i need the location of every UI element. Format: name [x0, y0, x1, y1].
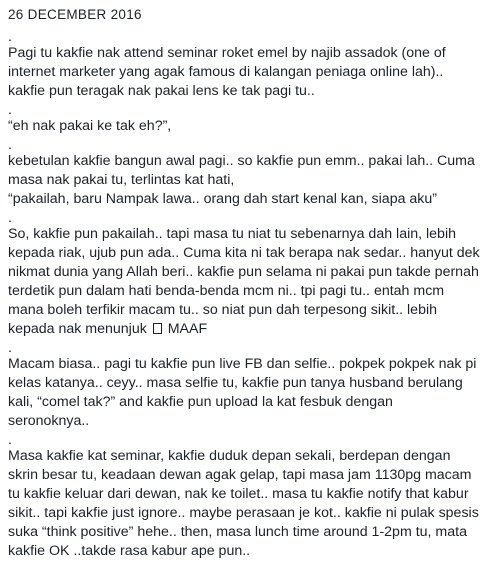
- text-line: terdetik pun dalam hati benda-benda mcm ni.. tpi pagi tu.. entah mcm: [8, 283, 445, 299]
- missing-emoji-icon: [153, 323, 162, 334]
- text-line: seronoknya..: [8, 413, 90, 429]
- text-line: kepada riak, ujub pun ada.. Cuma kita ni tak berapa nak sedar.. hanyut dek: [8, 245, 480, 261]
- text-line: kakfie OK ..takde rasa kabur ape pun..: [8, 543, 251, 559]
- text-line: internet marketer yang agak famous di kalangan peniaga online lah)..: [8, 64, 444, 80]
- text-line: kakfie pun teragak nak pakai lens ke tak pagi tu..: [8, 83, 315, 99]
- text-line: tu kakfie keluar dari dewan, nak ke toilet.. masa tu kakfie notify that kabur: [8, 486, 469, 502]
- text-line: kelas katanya.. ceyy.. masa selfie tu, kakfie pun tanya husband berulang: [8, 375, 463, 391]
- separator-dot: .: [8, 210, 12, 226]
- post-date: 26 DECEMBER 2016: [8, 7, 142, 22]
- text-line: masa nak pakai tu, terlintas kat hati,: [8, 172, 235, 188]
- text-line: Pagi tu kakfie nak attend seminar roket emel by najib assadok (one of: [8, 45, 446, 61]
- text-line: Macam biasa.. pagi tu kakfie pun live FB dan selfie.. pokpek pokpek nak pi: [8, 356, 477, 372]
- text-line: kali, “comel tak?” and kakfie pun upload la kat fesbuk dengan: [8, 394, 393, 410]
- text-line: “pakailah, baru Nampak lawa.. orang dah start kenal kan, siapa aku”: [8, 191, 438, 207]
- paragraph: [8, 355, 490, 431]
- paragraph: [8, 225, 490, 339]
- text-line: nikmat dunia yang Allah beri.. kakfie pun selama ni pakai pun takde pernah: [8, 264, 479, 280]
- text-line: kebetulan kakfie bangun awal pagi.. so kakfie pun emm.. pakai lah.. Cuma: [8, 153, 475, 169]
- text-line: skrin besar tu, keadaan dewan agak gelap, tapi masa jam 1130pg macam: [8, 467, 472, 483]
- text-line: “eh nak pakai ke tak eh?”,: [8, 118, 172, 134]
- paragraph: [8, 44, 490, 101]
- separator-dot: .: [8, 432, 12, 448]
- text-line: sikit.. tapi kakfie just ignore.. maybe perasaan je kot.. kakfie ni pulak spesis: [8, 505, 479, 521]
- text-line: [8, 320, 490, 339]
- separator-dot: .: [8, 29, 12, 45]
- text-fragment: MAAF: [167, 321, 208, 337]
- text-fragment: kepada nak menunjuk: [8, 321, 147, 337]
- separator-dot: .: [8, 102, 12, 118]
- text-line: suka “think positive” hehe.. then, masa lunch time around 1-2pm tu, mata: [8, 524, 467, 540]
- separator-dot: .: [8, 340, 12, 356]
- text-line: So, kakfie pun pakailah.. tapi masa tu niat tu sebenarnya dah lain, lebih: [8, 226, 456, 242]
- paragraph: [8, 117, 490, 136]
- paragraph: [8, 447, 490, 561]
- text-line: mana boleh terfikir macam tu.. so niat pun dah terpesong sikit.. lebih: [8, 302, 438, 318]
- text-line: Masa kakfie kat seminar, kakfie duduk depan sekali, berdepan dengan: [8, 448, 451, 464]
- paragraph: [8, 152, 490, 209]
- separator-dot: .: [8, 137, 12, 153]
